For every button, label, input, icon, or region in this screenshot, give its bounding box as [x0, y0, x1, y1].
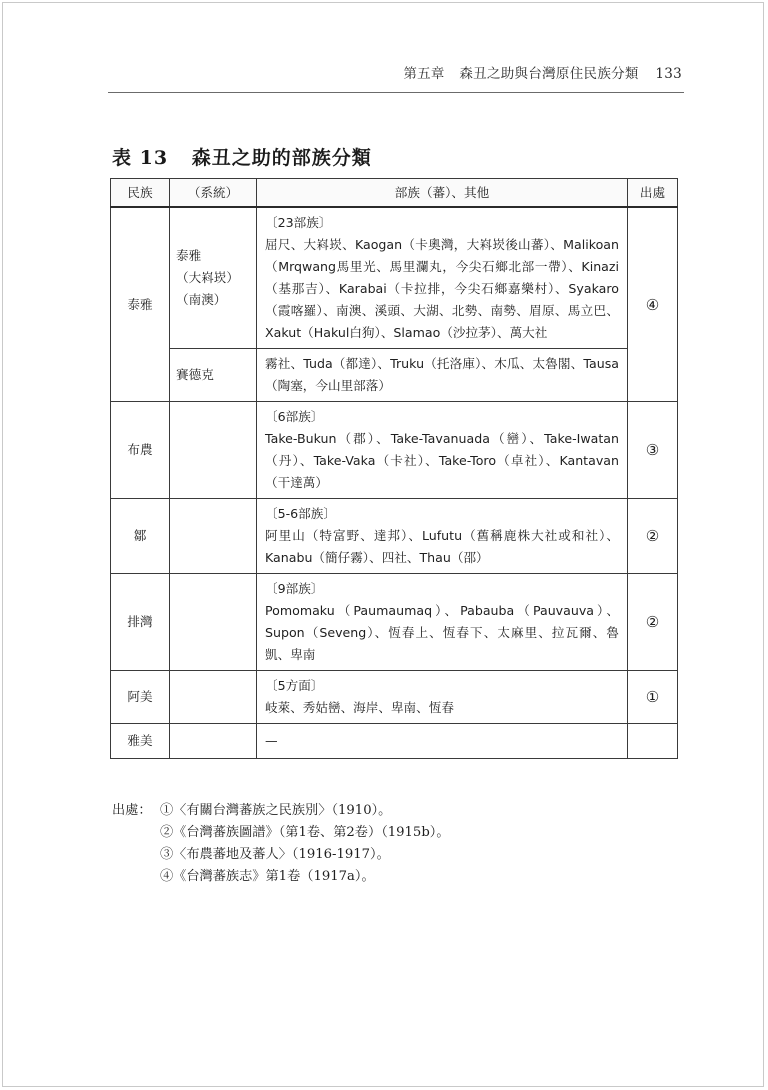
table-caption [112, 143, 372, 170]
tribe-list: 阿里山（特富野、達邦）、Lufutu（舊稱鹿株大社或和社）、Kanabu（簡仔霧）、四社、Thau（邵） [265, 528, 619, 565]
tribe-count: 〔23部族〕 [265, 215, 332, 230]
page-number: 133 [655, 66, 682, 82]
table-row [111, 207, 678, 349]
content-cell [257, 207, 628, 349]
source-cell [628, 724, 678, 759]
notes-label: 出處： [112, 803, 152, 818]
content-cell [257, 574, 628, 671]
table-row [111, 499, 678, 574]
header-source: 出處 [628, 179, 678, 208]
note-item: ①〈有關台灣蕃族之民族別〉（1910）。 [160, 803, 392, 818]
content-cell [257, 724, 628, 759]
content-cell [257, 671, 628, 724]
content-cell [257, 349, 628, 402]
source-notes [112, 800, 450, 888]
content-cell [257, 402, 628, 499]
tribe-count: 〔5-6部族〕 [265, 506, 336, 521]
system-cell [170, 671, 257, 724]
system-cell [170, 574, 257, 671]
source-cell: ① [628, 671, 678, 724]
ethnic-cell: 泰雅 [111, 207, 170, 402]
source-cell: ④ [628, 207, 678, 402]
source-cell: ③ [628, 402, 678, 499]
tribe-list: 岐萊、秀姑巒、海岸、卑南、恆春 [265, 700, 454, 715]
tribe-list: 屈尺、大嵙崁、Kaogan（卡奧灣，大嵙崁後山蕃）、Malikoan（Mrqwang馬里光、馬里瀾丸，今尖石鄉北部一帶）、Kinazi（基那吉）、Karabai（卡拉排，今尖石鄉嘉樂村）、Syakaro（霞喀羅）、南澳、溪頭、大湖、北勢、南勢、眉原、馬立巴、Xakut（Hakul白狗）、Slamao（沙拉茅）、萬大社 [265, 237, 619, 340]
note-item: ③〈布農蕃地及蕃人〉（1916-1917）。 [160, 847, 390, 862]
system-cell [170, 499, 257, 574]
ethnic-cell: 鄒 [111, 499, 170, 574]
content-cell [257, 499, 628, 574]
table-row [111, 671, 678, 724]
chapter-number: 第五章 [403, 66, 445, 82]
tribe-list: — [265, 733, 278, 748]
source-cell: ② [628, 499, 678, 574]
table-row [111, 349, 678, 402]
tribe-list: 霧社、Tuda（都達）、Truku（托洛庫）、木瓜、太魯閣、Tausa（陶塞，今山里部落） [265, 356, 619, 393]
table-row [111, 574, 678, 671]
ethnic-cell: 雅美 [111, 724, 170, 759]
ethnic-cell: 排灣 [111, 574, 170, 671]
tribe-count: 〔5方面〕 [265, 678, 324, 693]
header-system: （系統） [170, 179, 257, 208]
table-row [111, 724, 678, 759]
table-number: 表 13 [112, 147, 169, 169]
table-header-row [111, 179, 678, 208]
tribe-list: Pomomaku（Paumaumaq）、Pabauba（Pauvauva）、Supon（Seveng）、恆春上、恆春下、太麻里、拉瓦爾、魯凱、卑南 [265, 603, 619, 662]
table-title-text: 森丑之助的部族分類 [191, 147, 372, 169]
header-rule [108, 92, 684, 93]
header-tribes: 部族（蕃）、其他 [257, 179, 628, 208]
system-cell [170, 402, 257, 499]
tribe-list: Take-Bukun（郡）、Take-Tavanuada（巒）、Take-Iwatan（丹）、Take-Vaka（卡社）、Take-Toro（卓社）、Kantavan（干達萬） [265, 431, 619, 490]
header-ethnic: 民族 [111, 179, 170, 208]
table-row [111, 402, 678, 499]
source-cell: ② [628, 574, 678, 671]
tribe-count: 〔9部族〕 [265, 581, 324, 596]
note-item: ②《台灣蕃族圖譜》（第1卷、第2卷）（1915b）。 [160, 825, 450, 840]
system-cell: 賽德克 [170, 349, 257, 402]
system-cell [170, 724, 257, 759]
ethnic-cell: 阿美 [111, 671, 170, 724]
chapter-title: 森丑之助與台灣原住民族分類 [459, 66, 639, 82]
ethnic-cell: 布農 [111, 402, 170, 499]
system-cell: 泰雅 （大嵙崁） （南澳） [170, 207, 257, 349]
tribe-count: 〔6部族〕 [265, 409, 324, 424]
note-line [112, 800, 450, 822]
tribe-classification-table [110, 178, 678, 759]
running-header [403, 62, 682, 82]
note-item: ④《台灣蕃族志》第1卷（1917a）。 [160, 869, 375, 884]
